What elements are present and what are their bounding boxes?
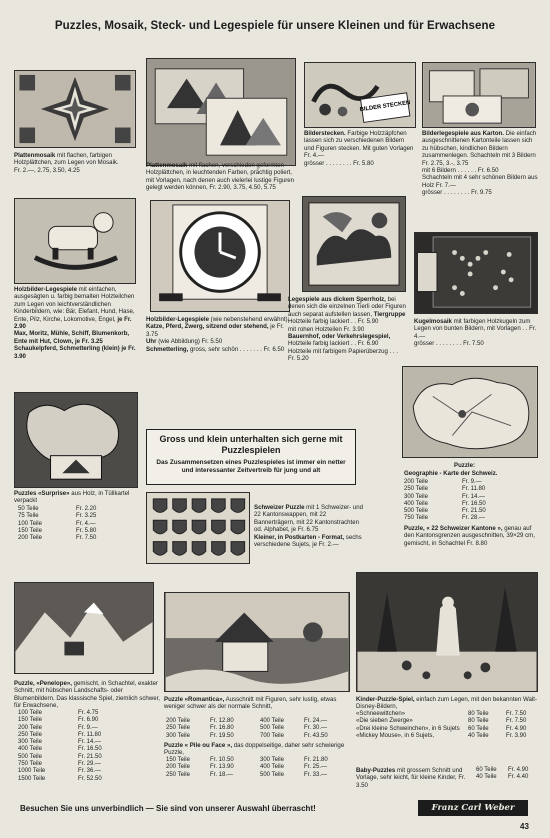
price-row (166, 725, 354, 732)
kinder-price-table (356, 711, 540, 740)
price-cell: 200 Teile (166, 764, 190, 771)
star-mosaic-graphic (15, 71, 135, 147)
price-row (18, 535, 122, 542)
holzbilder-1-text: Holzbilder-Legespiele mit einfachen, ausgesägten u. farbig bemalten Holzteilchen zum Legen von leichtverständlichen Kinderbildern, wie: Bär, Elefant, Hund, Hase, Ente, Pilz, Kirche, Lokomotive, Engel, je Fr. 2.90 Max, Moritz, Mühle, Schiff, Blumenkorb, Ente mit Hut, Clown, je Fr. 3.25 Schaukelpferd, Schmetterling (klein) je Fr. 3.90 (14, 286, 136, 360)
bilderstecken-graphic (305, 63, 415, 127)
plattenmosaik-2-text: Plattenmosaik mit flachen, verschieden geformten Holzplättchen, in leuchtenden Farben, prächtig poliert, mit Vorlagen, nach denen auch vielerlei lustige Figuren gelegt werden können, Fr. 2.90, 3.75, 4.50, 5.75 (146, 162, 295, 192)
price-cell: Fr. 9.— (462, 479, 482, 485)
price-cell: Fr. 12.80 (210, 718, 234, 724)
surprise-puzzle-graphic (15, 393, 137, 487)
price-cell: Fr. 4.75 (78, 710, 99, 716)
price-row (356, 711, 540, 718)
price-row (404, 479, 508, 486)
price-row (404, 486, 508, 493)
price-cell: 200 Teile (404, 479, 428, 485)
price-row (404, 508, 508, 515)
romantica-graphic (165, 593, 349, 691)
price-cell: 700 Teile (260, 732, 284, 739)
price-cell: 400 Teile (404, 500, 428, 507)
price-row (18, 761, 124, 768)
price-cell: Fr. 25.— (304, 764, 328, 771)
price-row (356, 718, 540, 725)
price-cell: 500 Teile (260, 771, 284, 778)
sperrholz-animals-image (302, 196, 406, 292)
kinder-puzzle-image (356, 572, 538, 692)
animal-puzzle-graphic (303, 197, 405, 291)
price-cell: Fr. 28.— (462, 515, 486, 522)
bilderstecken-image (304, 62, 416, 128)
price-cell: Fr. 6.90 (78, 717, 99, 724)
kugelmosaik-text: Kugelmosaik mit farbigen Holzkugeln zum Legen von bunten Bildern, mit Vorlagen . . Fr. 4.— grösser . . . . . . . . Fr. 7.50 (414, 318, 537, 348)
penelope-puzzle-image (14, 582, 154, 674)
price-cell: 750 Teile (404, 515, 428, 522)
price-cell: 80 Teile (468, 718, 489, 725)
surprise-puzzle-image (14, 392, 138, 488)
footer-text: Besuchen Sie uns unverbindlich — Sie sind von unserer Auswahl überrascht! (20, 804, 316, 813)
swiss-map-puzzle-image (402, 366, 538, 458)
price-cell: 150 Teile (18, 717, 42, 724)
price-row (166, 772, 354, 779)
geo-head: Puzzle: (454, 462, 475, 469)
price-cell: 400 Teile (260, 764, 284, 771)
price-row (166, 757, 354, 764)
price-row (18, 506, 122, 513)
stecken-box-label: BILDER STECKEN (359, 100, 411, 114)
price-row (18, 746, 124, 753)
price-cell: 250 Teile (18, 731, 42, 738)
price-cell: «Die sieben Zwerge» (356, 718, 413, 725)
price-row (18, 521, 122, 528)
price-row (356, 733, 540, 740)
price-cell: Fr. 4.— (76, 520, 96, 527)
price-cell: Fr. 21.50 (78, 753, 102, 760)
plattenmosaik-figures-image (146, 58, 296, 166)
price-cell: 150 Teile (18, 527, 42, 534)
price-cell: 200 Teile (18, 535, 42, 542)
price-row (18, 725, 124, 732)
clock-puzzle-graphic (151, 201, 289, 311)
price-cell: 500 Teile (18, 753, 42, 760)
price-cell: 300 Teile (18, 739, 42, 746)
page-number: 43 (520, 822, 529, 831)
baby-text: Baby-Puzzles mit grossem Schnitt und Vorlage, sehr leicht, für kleine Kinder, Fr. 3.50 (356, 767, 466, 789)
price-cell: 100 Teile (18, 710, 42, 716)
geo-price-table (404, 479, 508, 523)
geo-title: Geographie - Karte der Schweiz. (404, 470, 498, 477)
price-cell: 200 Teile (18, 724, 42, 731)
penelope-price-table (18, 710, 124, 783)
holzbilder-2-text: Holzbilder-Legespiele (wie nebenstehend erwähnt): Katze, Pferd, Zwerg, sitzend oder stehend, je Fr. 3.75 Uhr (wie Abbildung) Fr. 5.50 Schmetterling, gross, sehr schön . . . . . . . Fr. 6.50 (146, 316, 290, 353)
price-cell: Fr. 29.— (78, 761, 102, 768)
price-cell: Fr. 33.— (304, 771, 328, 778)
price-row (18, 528, 122, 535)
page-title: Puzzles, Mosaik, Steck- und Legespiele für unsere Kleinen und für Erwachsene (54, 20, 496, 32)
kugelmosaik-image (414, 232, 538, 314)
price-cell: Fr. 16.50 (462, 500, 486, 507)
price-cell: 250 Teile (404, 486, 428, 493)
holzbilder-horse-image (14, 198, 136, 284)
kugelmosaik-graphic (415, 233, 537, 313)
price-row (404, 494, 508, 501)
price-cell: Fr. 3.90 (506, 732, 527, 739)
price-cell: 100 Teile (18, 520, 42, 527)
romantica-puzzle-image (164, 592, 350, 692)
price-cell: 400 Teile (260, 718, 284, 724)
price-cell: Fr. 43.50 (304, 732, 328, 739)
info-box-subtext: Das Zusammensetzen eines Puzzlespieles ist immer ein netter und interessanter Zeitvertreib für jung und alt (156, 459, 346, 474)
snow-white-graphic (357, 573, 537, 691)
price-cell: Fr. 3.25 (76, 513, 97, 520)
price-cell: Fr. 14.— (462, 493, 486, 500)
price-cell: 300 Teile (260, 757, 284, 763)
price-cell: 750 Teile (18, 761, 42, 768)
price-cell: Fr. 52.50 (78, 775, 102, 782)
brand-logo: Franz Carl Weber (418, 800, 528, 816)
price-cell: Fr. 7.50 (76, 535, 97, 542)
romantica-title: Puzzle «Romantica», Ausschnitt mit Figuren, sehr lustig, etwas weniger schwer als der normale Schnitt, (164, 696, 337, 711)
swiss-map-graphic (403, 367, 537, 457)
price-cell: 500 Teile (404, 508, 428, 515)
info-box (146, 429, 356, 485)
price-row (18, 754, 124, 761)
penelope-title: Puzzle, «Penelope», gemischt, in Schachtel, exakter Schnitt, mit hübschen Landschafts- oder Blumenbildern. Das klassische Spiel, ziemlich schwer, für Erwachsene, (14, 680, 160, 710)
price-row (18, 513, 122, 520)
price-row (18, 717, 124, 724)
price-cell: Fr. 21.80 (304, 757, 328, 763)
baby-price-table: 60 Teile Fr. 4.90 40 Teile Fr. 4.40 (476, 767, 529, 781)
price-cell: Fr. 24.— (304, 718, 328, 724)
price-row (166, 718, 354, 725)
price-cell: 1500 Teile (18, 775, 46, 782)
price-cell: «Drei kleine Schweinchen», in 6 Sujets (356, 725, 460, 732)
price-cell: Fr. 19.50 (210, 732, 234, 739)
price-cell: Fr. 7.50 (506, 718, 527, 725)
price-cell: Fr. 16.50 (78, 746, 102, 753)
kantone-text: Puzzle, « 22 Schweizer Kantone », genau auf den Kantonsgrenzen ausgeschnitten, 39×29 cm, gemischt, in Schachtel Fr. 8.80 (404, 525, 535, 547)
price-row (18, 768, 124, 775)
penelope-graphic (15, 583, 153, 673)
pileface-price-table (166, 757, 354, 779)
bilderlegespiele-text: Bilderlegespiele aus Karton. Die einfach ausgeschnittenen Kartonteile lassen sich zu hübschen, kindlichen Bildern zusammenlegen. Schachteln mit 3 Bildern Fr. 2.75, 3.-, 3.75 mit 6 Bildern . . . . . . Fr. 6.50 Schachteln mit 4 sehr schönen Bildern aus Holz Fr. 7.— grösser . . . . . . . . Fr. 9.75 (422, 130, 538, 197)
price-row (18, 739, 124, 746)
surprise-title: Puzzles «Surprise» aus Holz, in Tüllkartel verpackt (14, 490, 130, 505)
price-cell: Fr. 14.— (78, 739, 102, 746)
wappen-graphic (147, 493, 249, 563)
bilderstecken-text: Bilderstecken. Farbige Holzzäpfchen lassen sich zu verschiedenen Bildern und Figuren stecken. Mit guten Vorlagen Fr. 4.— grösser . . . . . . . . Fr. 5.80 (304, 130, 414, 167)
price-row (166, 733, 354, 740)
price-cell: 500 Teile (260, 725, 284, 732)
price-cell: Fr. 7.50 (506, 711, 527, 717)
wappen-puzzle-image (146, 492, 250, 564)
holzbilder-clock-image (150, 200, 290, 312)
price-row (18, 776, 124, 783)
info-box-headline: Gross und klein unterhalten sich gerne mit Puzzlespielen (159, 434, 343, 455)
bilderlegespiele-graphic (423, 63, 535, 127)
romantica-price-table (166, 718, 354, 740)
price-row (404, 515, 508, 522)
price-cell: 1000 Teile (18, 768, 46, 775)
price-cell: Fr. 16.80 (210, 725, 234, 732)
price-cell: Fr. 13.90 (210, 764, 234, 771)
price-cell: 50 Teile (18, 506, 39, 512)
price-cell: 200 Teile (166, 718, 190, 724)
price-cell: Fr. 9.— (78, 724, 98, 731)
bilderlegespiele-image (422, 62, 536, 128)
surprise-price-table (18, 506, 122, 542)
figures-mosaic-graphic (147, 59, 295, 165)
price-cell: 300 Teile (166, 732, 190, 739)
price-cell: «Schneewittchen» (356, 711, 406, 717)
price-cell: 75 Teile (18, 513, 39, 520)
price-cell: Fr. 4.90 (506, 725, 527, 732)
price-cell: 400 Teile (18, 746, 42, 753)
price-cell: 250 Teile (166, 725, 190, 732)
plattenmosaik-star-image (14, 70, 136, 148)
kinder-title: Kinder-Puzzle-Spiel, einfach zum Legen, mit den bekannten Walt-Disney-Bildern, (356, 696, 537, 711)
price-row (166, 764, 354, 771)
sperrholz-text: Legespiele aus dickem Sperrholz, bei denen sich die einzelnen Tierli oder Figuren auch separat aufstellen lassen, Tiergruppe Holzteile farbig lackiert . . Fr. 5.90 mit rohen Holzteilen Fr. 3.90 Bauernhof, oder Verkehrslegespiel, Holzteile farbig lackiert . . Fr. 6.90 Holzteile mit farbigem Papierüberzug . . . Fr. 5.20 (288, 296, 406, 363)
price-cell: Fr. 5.80 (76, 527, 97, 534)
price-cell: 40 Teile (468, 732, 489, 739)
price-cell: Fr. 11.80 (78, 731, 102, 738)
price-cell: 80 Teile (468, 711, 489, 717)
price-cell: 300 Teile (404, 493, 428, 500)
plattenmosaik-1-text: Plattenmosaik mit flachen, farbigen Holzplättchen, zum Legen von Mosaik. Fr. 2.—, 2.75, 3.50, 4.25 (14, 152, 119, 174)
price-row (18, 710, 124, 717)
price-cell: 250 Teile (166, 771, 190, 778)
price-cell: Fr. 21.50 (462, 508, 486, 515)
price-row (404, 501, 508, 508)
price-cell: Fr. 2.20 (76, 506, 97, 512)
pileface-title: Puzzle « Pile ou Face », das doppelseitige, daher sehr schwierige Puzzle, (164, 742, 345, 757)
price-row (356, 726, 540, 733)
price-cell: Fr. 36.— (78, 768, 102, 775)
price-cell: Fr. 10.50 (210, 757, 234, 763)
price-cell: Fr. 30.— (304, 725, 328, 732)
price-cell: 150 Teile (166, 757, 190, 763)
wappen-text: Schweizer Puzzle mit 1 Schweizer- und 22 Kantonswappen, mit 22 Bannerträgern, mit 22 Kantonstrachten od. Alphabet, je Fr. 6.75 Kleiner, in Postkarten - Format, sechs verschiedene Sujets, je Fr. 2.— (254, 504, 364, 549)
rocking-horse-graphic (15, 199, 135, 283)
price-cell: «Mickey Mouse», in 6 Sujets, (356, 732, 435, 739)
price-row (18, 732, 124, 739)
price-cell: Fr. 18.— (210, 771, 234, 778)
price-cell: 60 Teile (468, 725, 489, 732)
price-cell: Fr. 11.80 (462, 486, 486, 493)
